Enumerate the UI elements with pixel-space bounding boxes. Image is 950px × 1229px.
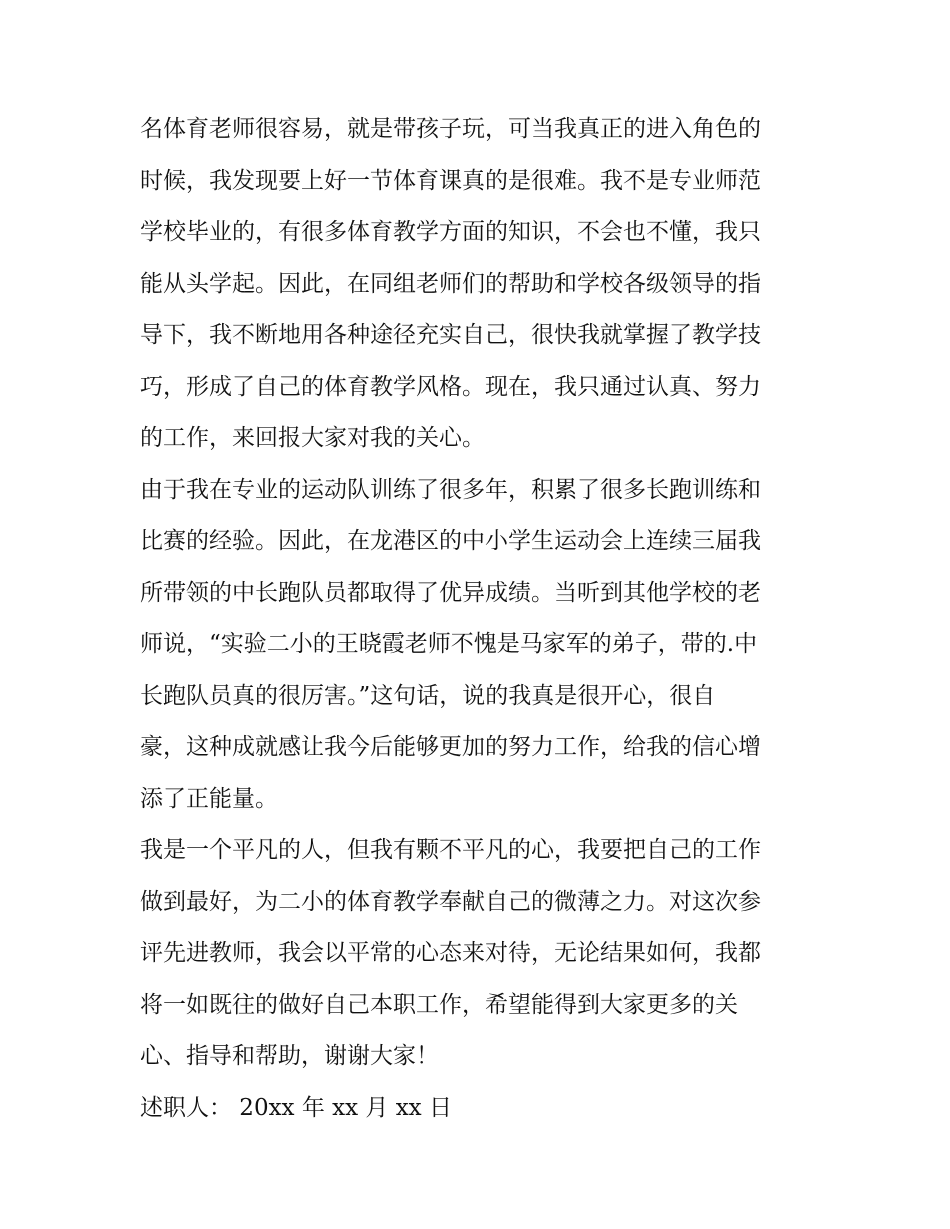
text-line: 由于我在专业的运动队训练了很多年，积累了很多长跑训练和 [140, 476, 761, 503]
text-line: 长跑队员真的很厉害。”这句话，说的我真是很开心，很自 [140, 682, 716, 709]
document-body [140, 104, 820, 1134]
signature-date-line: 述职人： 20xx 年 xx 月 xx 日 [140, 1094, 452, 1121]
text-line: 做到最好，为二小的体育教学奉献自己的微薄之力。对这次参 [140, 888, 761, 915]
text-line: 师说，“实验二小的王晓霞老师不愧是马家军的弟子，带的.中 [140, 631, 758, 657]
text-line: 评先进教师，我会以平常的心态来对待，无论结果如何，我都 [140, 940, 761, 966]
text-line: 学校毕业的，有很多体育教学方面的知识，不会也不懂，我只 [140, 219, 761, 245]
text-line: 所带领的中长跑队员都取得了优异成绩。当听到其他学校的老 [140, 579, 761, 606]
text-line: 时候，我发现要上好一节体育课真的是很难。我不是专业师范 [140, 167, 761, 194]
text-line: 的工作，来回报大家对我的关心。 [140, 425, 485, 451]
text-line: 添了正能量。 [140, 785, 278, 812]
text-line: 导下，我不断地用各种途径充实自己，很快我就掌握了教学技 [140, 322, 761, 348]
text-line: 能从头学起。因此，在同组老师们的帮助和学校各级领导的指 [140, 270, 761, 297]
text-line: 巧，形成了自己的体育教学风格。现在，我只通过认真、努力 [140, 373, 761, 400]
text-line: 名体育老师很容易，就是带孩子玩，可当我真正的进入角色的 [140, 116, 761, 142]
text-line: 心、指导和帮助，谢谢大家！ [140, 1043, 439, 1069]
text-line: 豪，这种成就感让我今后能够更加的努力工作，给我的信心增 [140, 734, 761, 760]
text-line: 比赛的经验。因此，在龙港区的中小学生运动会上连续三届我 [140, 528, 761, 554]
text-line: 我是一个平凡的人，但我有颗不平凡的心，我要把自己的工作 [140, 837, 761, 863]
text-line: 将一如既往的做好自己本职工作，希望能得到大家更多的关 [140, 991, 738, 1018]
